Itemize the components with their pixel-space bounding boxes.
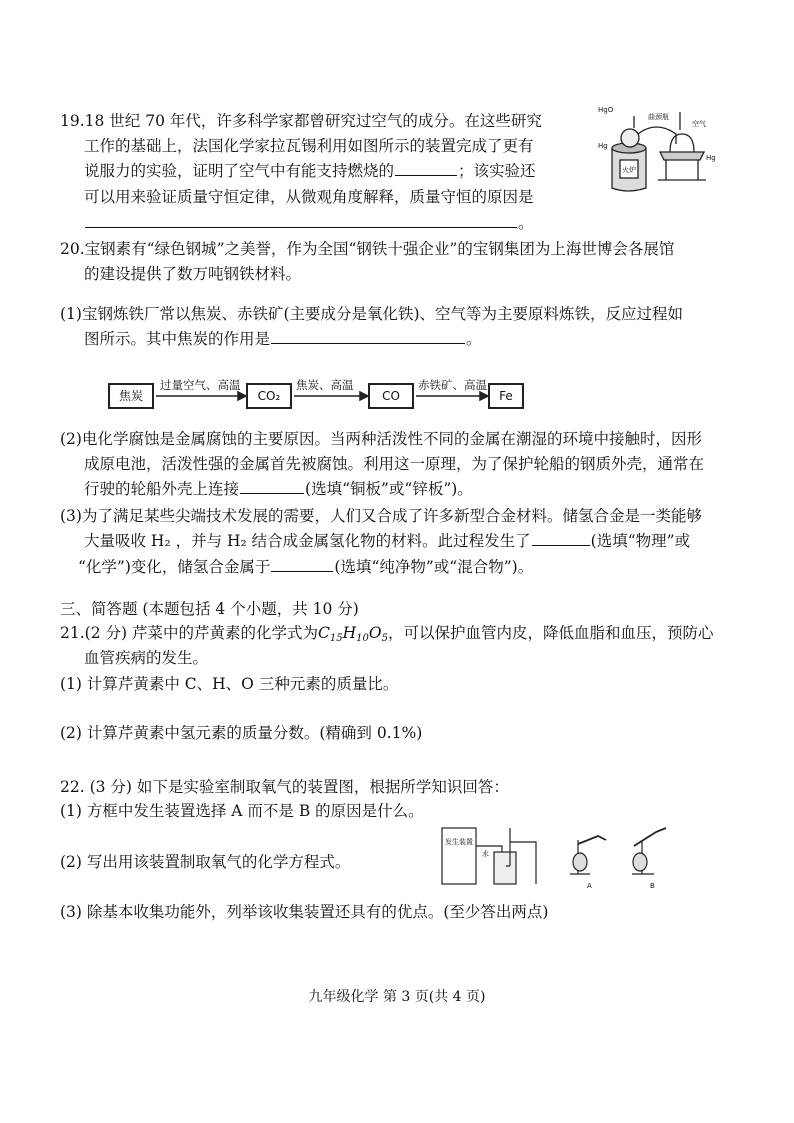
- q20-p2-tail: (选填“铜板”或“锌板”)。: [305, 480, 473, 498]
- q20-p2-line1: (2)电化学腐蚀是金属腐蚀的主要原因。当两种活泼性不同的金属在潮湿的环境中接触时，因形: [60, 430, 702, 448]
- q20-p1-text: 图所示。其中焦炭的作用是: [84, 330, 271, 348]
- fig22-label-box: 发生装置: [445, 838, 473, 846]
- q20-p3-tail2: (选填“纯净物”或“混合物”)。: [334, 558, 534, 576]
- flow-box-co2: CO₂: [246, 383, 292, 409]
- q21-text-a: 21.(2 分) 芹菜中的芹黄素的化学式为: [60, 624, 318, 642]
- q22-intro: 22. (3 分) 如下是实验室制取氧气的装置图，根据所学知识回答：: [60, 778, 509, 796]
- q20-p2-line2: 成原电池，活泼性强的金属首先被腐蚀。利用这一原理，为了保护轮船的钢质外壳，通常在: [84, 455, 705, 473]
- oxygen-apparatus-figure: [440, 822, 690, 892]
- q21-sub2: (2) 计算芹黄素中氢元素的质量分数。(精确到 0.1%): [60, 724, 423, 742]
- flow-arrow-label-1: 过量空气、高温: [160, 378, 241, 392]
- q19-line1: 19.18 世纪 70 年代，许多科学家都曾研究过空气的成分。在这些研究: [60, 112, 542, 130]
- q20-p3-text2: “化学”)变化，储氢合金属于: [78, 558, 271, 576]
- flow-box-fe: Fe: [488, 383, 524, 409]
- q21-line1: [60, 622, 713, 650]
- q20-blank-3[interactable]: [532, 531, 590, 546]
- q20-p3-line3: [78, 556, 533, 578]
- q20-p1-line2: [84, 328, 482, 350]
- q20-p3-text: 大量吸收 H₂ ，并与 H₂ 结合成金属氢化物的材料。此过程发生了: [84, 532, 531, 550]
- q19-blank-1[interactable]: [395, 161, 457, 176]
- page-footer: 九年级化学 第 3 页(共 4 页): [308, 989, 486, 1005]
- q22-sub3: (3) 除基本收集功能外，列举该收集装置还具有的优点。(至少答出两点): [60, 903, 549, 921]
- q22-sub1: (1) 方框中发生装置选择 A 而不是 B 的原因是什么。: [60, 802, 424, 820]
- q21-formula: $C_{15}H_{10}O_5$: [317, 624, 388, 644]
- q20-intro-line2: 的建设提供了数万吨钢铁材料。: [84, 265, 302, 283]
- flow-arrow-label-2: 焦炭、高温: [296, 378, 354, 392]
- q21-sub1: (1) 计算芹黄素中 C、H、O 三种元素的质量比。: [60, 675, 399, 693]
- fig19-label-flask: 曲颈瓶: [648, 113, 669, 121]
- fig22-label-water: 水: [482, 850, 489, 858]
- q20-p3-line2: [84, 530, 690, 552]
- q19-blank-2[interactable]: [85, 213, 517, 228]
- q19-line3: [84, 160, 536, 182]
- lavoisier-apparatus-figure: [594, 100, 724, 200]
- q21-text-b: ，可以保护血管内皮，降低血脂和血压，预防心: [387, 624, 714, 642]
- q19-line2: 工作的基础上，法国化学家拉瓦锡利用如图所示的装置完成了更有: [84, 137, 534, 155]
- q20-blank-2[interactable]: [240, 479, 304, 494]
- flow-box-coke: 焦炭: [108, 383, 154, 409]
- fig19-label-hgo: HgO: [598, 106, 614, 114]
- q21-line2: 血管疾病的发生。: [84, 649, 209, 667]
- q22-sub2: (2) 写出用该装置制取氧气的化学方程式。: [60, 853, 351, 871]
- fig22-label-b: B: [650, 882, 655, 890]
- q20-p2-line3: [84, 478, 473, 500]
- flow-arrow-label-3: 赤铁矿、高温: [418, 378, 487, 392]
- fig19-label-hg-left: Hg: [598, 142, 608, 150]
- q19-line5: [84, 212, 534, 234]
- fig19-label-furnace: 火炉: [622, 166, 636, 174]
- q20-p3-line1: (3)为了满足某些尖端技术发展的需要，人们又合成了许多新型合金材料。储氢合金是一类能够: [60, 507, 702, 525]
- q20-blank-4[interactable]: [271, 557, 333, 572]
- q20-p2-text: 行驶的轮船外壳上连接: [84, 480, 240, 498]
- q20-blank-1[interactable]: [271, 329, 465, 344]
- q19-line4: 可以用来验证质量守恒定律，从微观角度解释，质量守恒的原因是: [84, 188, 534, 206]
- flow-box-co: CO: [368, 383, 414, 409]
- q20-p3-tail: (选填“物理”或: [590, 532, 691, 550]
- q19-line5-end: 。: [518, 214, 534, 232]
- fig22-label-a: A: [587, 882, 592, 890]
- fig19-label-hg-right: Hg: [706, 154, 716, 162]
- q20-intro-line1: 20.宝钢素有“绿色钢城”之美誉，作为全国“钢铁十强企业”的宝钢集团为上海世博会各展馆: [60, 240, 675, 258]
- q20-p1-line1: (1)宝钢炼铁厂常以焦炭、赤铁矿(主要成分是氧化铁)、空气等为主要原料炼铁，反应过程如: [60, 305, 684, 323]
- q19-line3-text: 说服力的实验，证明了空气中有能支持燃烧的: [84, 162, 395, 180]
- section3-heading: 三、简答题 (本题包括 4 个小题，共 10 分): [60, 600, 359, 618]
- fig19-label-air: 空气: [692, 120, 706, 128]
- q19-line3-tail: ；该实验还: [458, 162, 536, 180]
- q20-p1-end: 。: [466, 330, 482, 348]
